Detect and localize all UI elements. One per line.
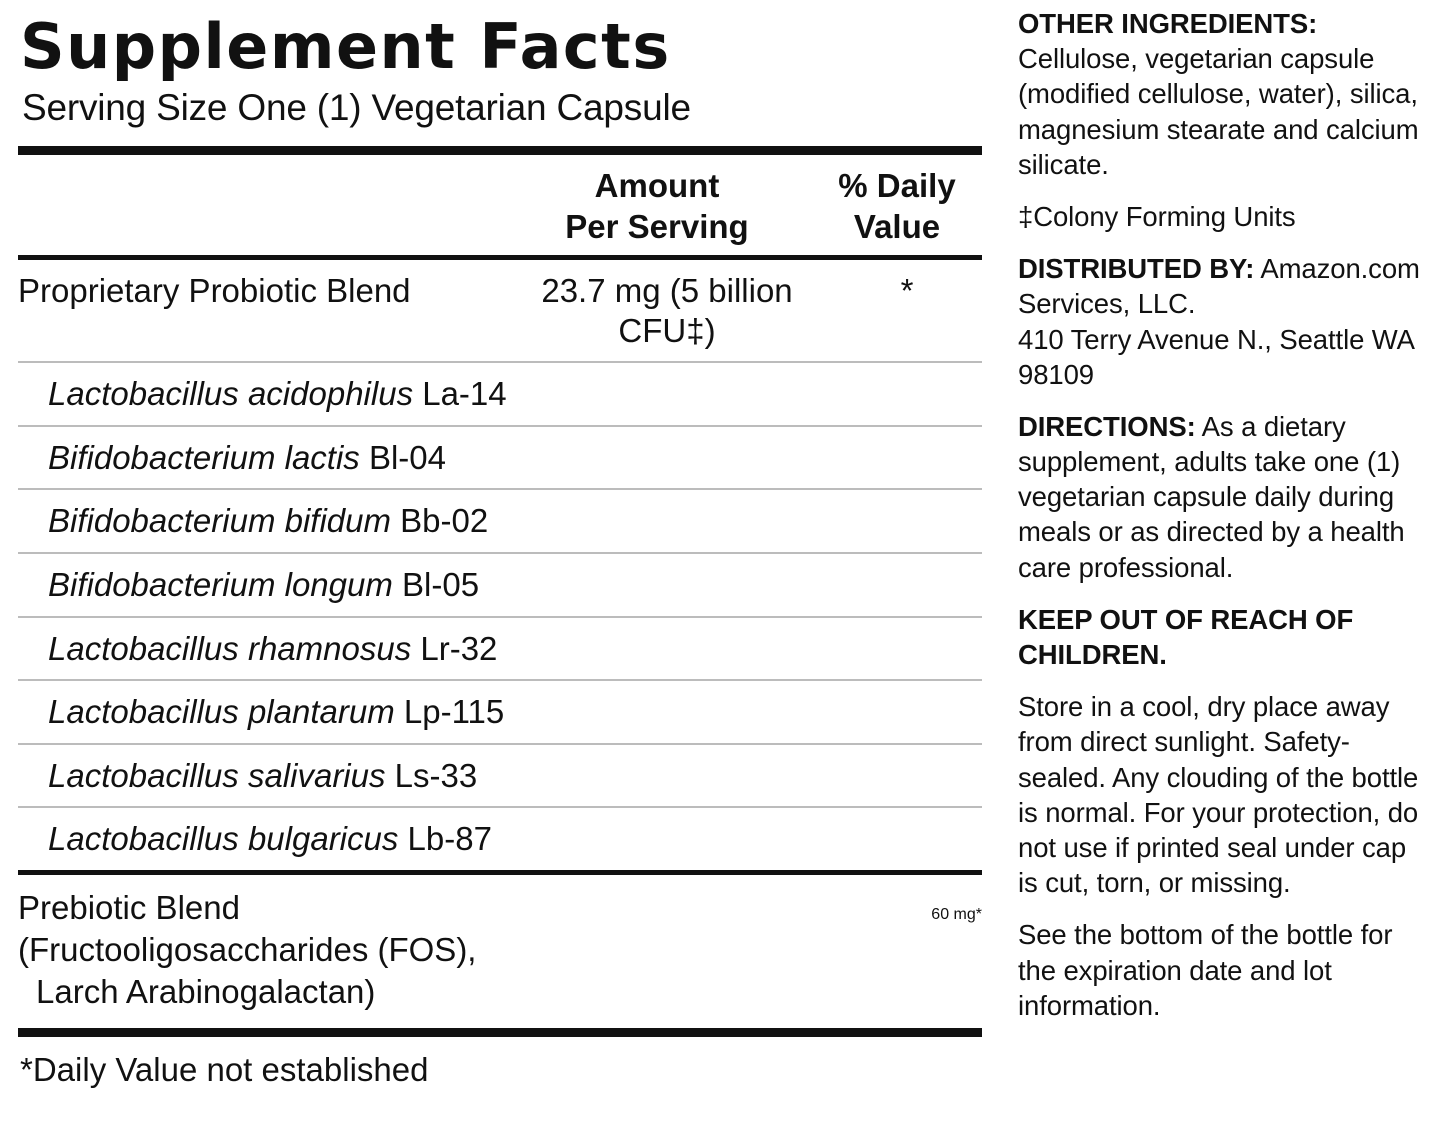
strain-name xyxy=(48,756,982,796)
strain-species: Lactobacillus salivarius xyxy=(48,756,386,794)
panel-title: Supplement Facts xyxy=(20,10,671,83)
daily-value-footnote: *Daily Value not established xyxy=(20,1050,429,1088)
table-row xyxy=(14,681,986,743)
probiotic-blend-dv: * xyxy=(900,272,914,309)
table-row xyxy=(14,745,986,807)
table-row xyxy=(14,618,986,680)
prebiotic-sub-line-2 xyxy=(14,971,986,1013)
distributed-by-paragraph xyxy=(1018,251,1431,392)
strain-species: Bifidobacterium lactis xyxy=(48,438,360,476)
strain-name xyxy=(48,629,982,669)
serving-size-text: Serving Size One (1) Vegetarian Capsule xyxy=(22,86,691,128)
strain-name xyxy=(48,692,982,732)
distributor-address: 410 Terry Avenue N., Seattle WA 98109 xyxy=(1018,323,1414,390)
table-row xyxy=(14,363,986,425)
strain-code: La-14 xyxy=(413,375,507,413)
prebiotic-blend-amount: 60 mg xyxy=(931,905,976,923)
prebiotic-blend-dv: * xyxy=(975,905,982,923)
other-ingredients-text: Cellulose, vegetarian capsule (modified cellulose, water), silica, magnesium stearate and calcium silicate. xyxy=(1018,43,1419,180)
strain-name xyxy=(48,565,982,605)
strain-code: Lb-87 xyxy=(398,820,492,858)
probiotic-blend-name: Proprietary Probiotic Blend xyxy=(18,272,411,309)
strain-name xyxy=(48,438,982,478)
strain-species: Bifidobacterium longum xyxy=(48,565,393,603)
table-row xyxy=(14,808,986,870)
amount-header-line1: Amount xyxy=(594,166,720,204)
strain-code: Ls-33 xyxy=(385,756,478,794)
strain-code: Bl-04 xyxy=(359,438,447,476)
warning-keep-out-of-reach: KEEP OUT OF REACH OF CHILDREN. xyxy=(1018,603,1354,670)
strain-species: Lactobacillus plantarum xyxy=(48,693,395,731)
expiration-note: See the bottom of the bottle for the expiration date and lot information. xyxy=(1018,919,1393,1021)
divider-thick-bottom xyxy=(18,1028,982,1037)
strain-code: Bb-02 xyxy=(391,502,489,540)
prebiotic-blend-name: Prebiotic Blend xyxy=(18,888,240,926)
table-row-probiotic-blend xyxy=(14,260,986,361)
strain-name xyxy=(48,501,982,541)
strain-name xyxy=(48,819,982,859)
strain-species: Lactobacillus rhamnosus xyxy=(48,629,412,667)
dv-header-line1: % Daily xyxy=(838,166,956,204)
daily-value-header xyxy=(812,165,982,248)
cfu-note: ‡Colony Forming Units xyxy=(1018,200,1296,232)
directions-text: As a dietary supplement, adults take one (1) vegetarian capsule daily during meals or as directed by a health care professional. xyxy=(1018,410,1405,583)
divider-thick-top xyxy=(18,146,982,155)
other-ingredients-label: OTHER INGREDIENTS: xyxy=(1018,8,1318,39)
strain-code: Lp-115 xyxy=(394,693,505,731)
column-headers xyxy=(14,155,986,256)
prebiotic-sub-line-2-text: Larch Arabinogalactan) xyxy=(36,973,376,1011)
directions-paragraph xyxy=(1018,409,1431,585)
distributed-by-label: DISTRIBUTED BY: xyxy=(1018,253,1255,285)
strain-code: Bl-05 xyxy=(392,565,480,603)
dv-header-line2: Value xyxy=(853,207,941,245)
storage-instructions: Store in a cool, dry place away from direct sunlight. Safety-sealed. Any clouding of the bottle is normal. For your protection, do not use if printed seal under cap is cut, torn, or missing. xyxy=(1018,691,1419,899)
strain-species: Lactobacillus bulgaricus xyxy=(48,820,399,858)
amount-header-line2: Per Serving xyxy=(565,207,749,245)
strain-name xyxy=(48,374,982,414)
prebiotic-sub-line-1: (Fructooligosaccharides (FOS), xyxy=(18,931,477,969)
strain-species: Lactobacillus acidophilus xyxy=(48,375,414,413)
table-row xyxy=(14,554,986,616)
probiotic-blend-amount: 23.7 mg (5 billion CFU‡) xyxy=(541,272,793,349)
distributed-by-text: Amazon.com Services, LLC. xyxy=(1018,253,1420,320)
directions-label: DIRECTIONS: xyxy=(1018,410,1196,442)
table-row xyxy=(14,490,986,552)
strain-species: Bifidobacterium bifidum xyxy=(48,502,391,540)
product-info-panel xyxy=(1000,0,1445,1136)
strain-code: Lr-32 xyxy=(411,629,498,667)
other-ingredients-paragraph xyxy=(1018,6,1431,182)
table-row xyxy=(14,427,986,489)
table-row-prebiotic-blend xyxy=(14,875,986,929)
amount-per-serving-header xyxy=(502,165,812,248)
